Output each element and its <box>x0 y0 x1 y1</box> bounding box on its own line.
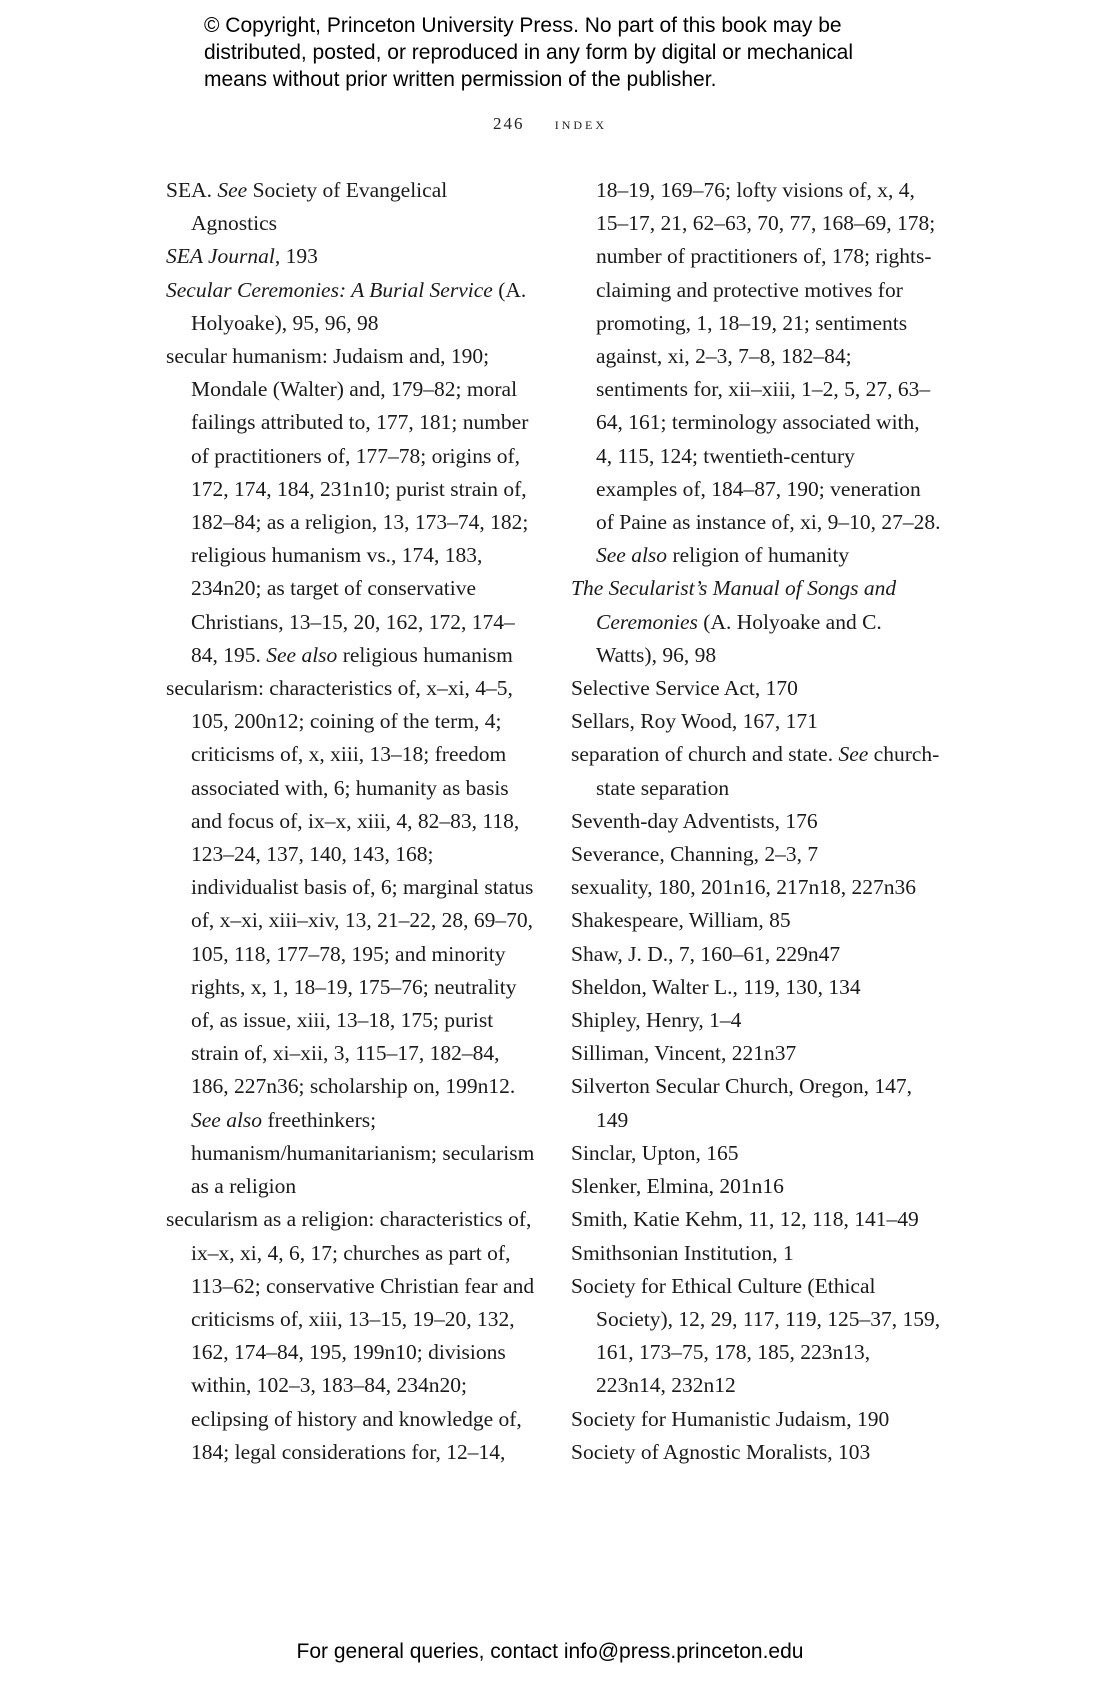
index-column-right <box>571 174 941 1469</box>
index-entry: Seventh-day Adventists, 176 <box>571 808 818 833</box>
index-entry: secularism: characteristics of, x–xi, 4–5, 105, 200n12; coining of the term, 4; criticisms of, x, xiii, 13–18; freedom associated with, 6; humanity as basis and focus of, ix–x, xiii, 4, 82–83, 118, 123–24, 137, 140, 143, 168; individualist basis of, 6; marginal status of, x–xi, xiii–xiv, 13, 21–22, 28, 69–70, 105, 118, 177–78, 195; and minority rights, x, 1, 18–19, 175–76; neutrality of, as issue, xiii, 13–18, 175; purist strain of, xi–xii, 3, 115–17, 182–84, 186, 227n36; scholarship on, 199n12. See also freethinkers; humanism/humanitarianism; secularism as a religion <box>166 676 535 1199</box>
index-entry: SEA Journal, 193 <box>166 244 318 269</box>
index-entry-continuation: 18–19, 169–76; lofty visions of, x, 4, 15–17, 21, 62–63, 70, 77, 168–69, 178; number of practitioners of, 178; rights-claiming and protective motives for promoting, 1, 18–19, 21; sentiments against, xi, 2–3, 7–8, 182–84; sentiments for, xii–xiii, 1–2, 5, 27, 63–64, 161; terminology associated with, 4, 115, 124; twentieth-century examples of, 184–87, 190; veneration of Paine as instance of, xi, 9–10, 27–28. See also religion of humanity <box>596 178 941 568</box>
index-entry: Shakespeare, William, 85 <box>571 908 791 933</box>
index-entry: Society for Humanistic Judaism, 190 <box>571 1406 890 1431</box>
index-entry: secular humanism: Judaism and, 190; Mondale (Walter) and, 179–82; moral failings attributed to, 177, 181; number of practitioners of, 177–78; origins of, 172, 174, 184, 231n10; purist strain of, 182–84; as a religion, 13, 173–74, 182; religious humanism vs., 174, 183, 234n20; as target of conservative Christians, 13–15, 20, 162, 172, 174–84, 195. See also religious humanism <box>166 344 529 667</box>
index-entry: Slenker, Elmina, 201n16 <box>571 1174 784 1199</box>
index-entry: Shipley, Henry, 1–4 <box>571 1008 742 1033</box>
section-title: index <box>554 114 608 133</box>
index-entry: Selective Service Act, 170 <box>571 676 798 701</box>
index-entry: secularism as a religion: characteristics of, ix–x, xi, 4, 6, 17; churches as part of, 113–62; conservative Christian fear and criticisms of, xiii, 13–15, 19–20, 132, 162, 174–84, 195, 199n10; divisions within, 102–3, 183–84, 234n20; eclipsing of history and knowledge of, 184; legal considerations for, 12–14, <box>166 1207 535 1464</box>
page-number: 246 <box>492 114 525 133</box>
index-entry: Smithsonian Institution, 1 <box>571 1240 794 1265</box>
copyright-line: © Copyright, Princeton University Press. No part of this book may be <box>204 14 842 37</box>
index-entry: Shaw, J. D., 7, 160–61, 229n47 <box>571 941 841 966</box>
index-entry: Silliman, Vincent, 221n37 <box>571 1041 797 1066</box>
index-entry: Smith, Katie Kehm, 11, 12, 118, 141–49 <box>571 1207 919 1232</box>
index-entry: The Secularist’s Manual of Songs and Ceremonies (A. Holyoake and C. Watts), 96, 98 <box>571 576 897 667</box>
index-column-left <box>166 174 536 1469</box>
index-entry: Severance, Channing, 2–3, 7 <box>571 842 819 867</box>
copyright-line: means without prior written permission of the publisher. <box>204 68 717 91</box>
index-entry: Society of Agnostic Moralists, 103 <box>571 1439 871 1464</box>
index-entry: Silverton Secular Church, Oregon, 147, 149 <box>571 1074 912 1132</box>
index-entry: Sheldon, Walter L., 119, 130, 134 <box>571 974 861 999</box>
copyright-notice <box>204 12 924 93</box>
index-entry: Sinclar, Upton, 165 <box>571 1140 739 1165</box>
copyright-line: distributed, posted, or reproduced in any form by digital or mechanical <box>204 41 854 64</box>
index-entry: sexuality, 180, 201n16, 217n18, 227n36 <box>571 875 916 900</box>
running-head <box>0 114 1100 134</box>
index-entry: separation of church and state. See church-state separation <box>571 742 940 800</box>
index-entry: SEA. See Society of Evangelical Agnostics <box>166 178 448 236</box>
footer-contact: For general queries, contact info@press.princeton.edu <box>296 1640 804 1663</box>
index-entry: Secular Ceremonies: A Burial Service (A. Holyoake), 95, 96, 98 <box>166 277 527 335</box>
index-entry: Sellars, Roy Wood, 167, 171 <box>571 709 818 734</box>
index-entry: Society for Ethical Culture (Ethical Society), 12, 29, 117, 119, 125–37, 159, 161, 173–75, 178, 185, 223n13, 223n14, 232n12 <box>571 1273 941 1398</box>
